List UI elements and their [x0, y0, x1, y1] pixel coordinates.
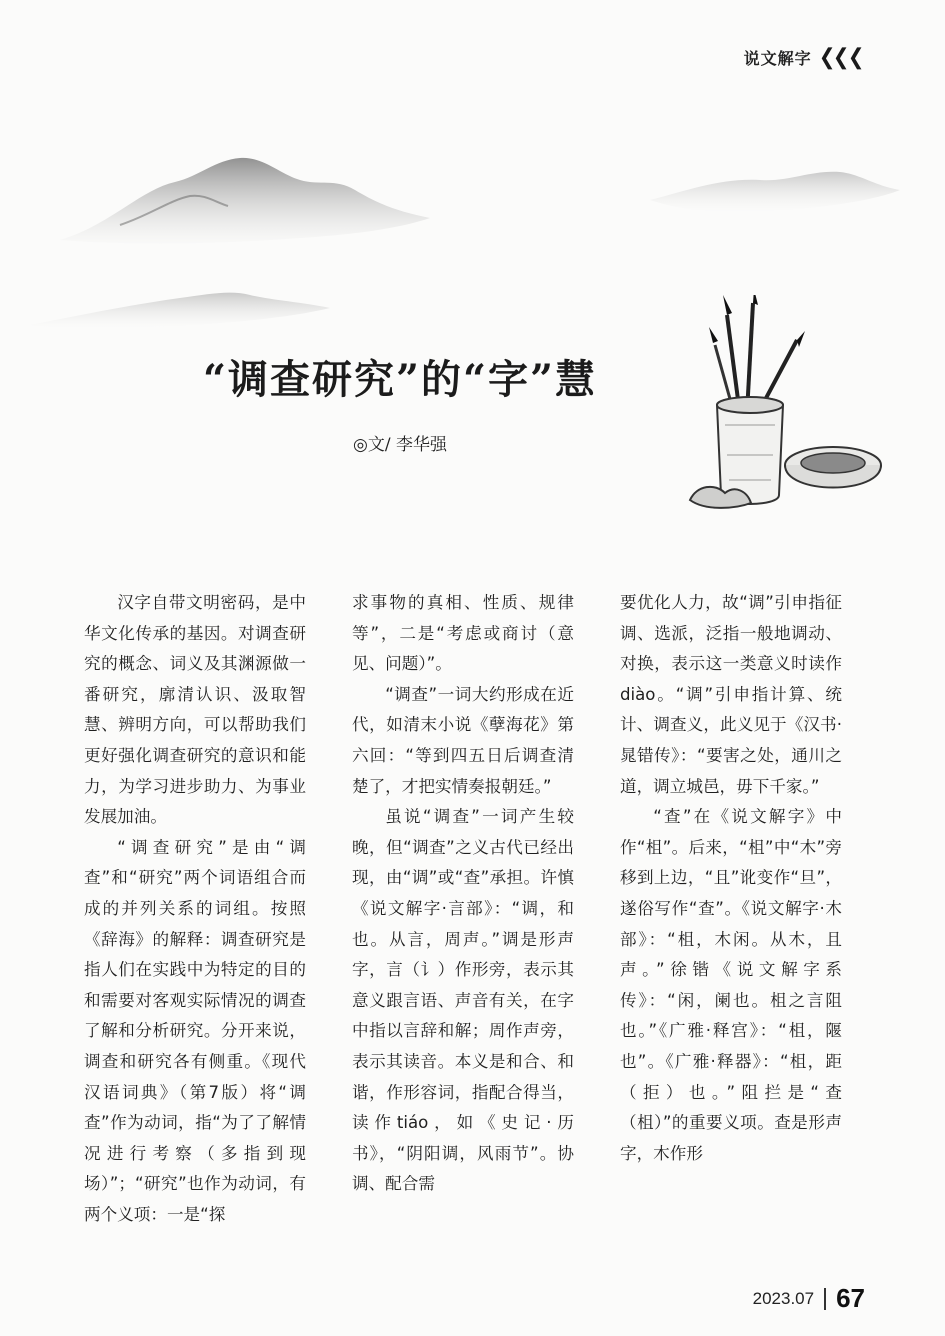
chevron-icon: ❮ ❮ ❮: [818, 44, 865, 70]
paragraph: “调查”一词大约形成在近代，如清末小说《孽海花》第六回：“等到四五日后调查清楚了，才把实情奏报朝廷。”: [352, 684, 574, 796]
section-label: 说文解字: [743, 49, 812, 68]
paragraph: “调查研究”是由“调查”和“研究”两个词语组合而成的并列关系的词组。按照《辞海》的解释：调查研究是指人们在实践中为特定的目的和需要对客观实际情况的调查了解和分析研究。分开来说，调查和研究各有侧重。《现代汉语词典》（第7版）将“调查”作为动词，指“为了了解情况进行考察（多指到现场）”；“研究”也作为动词，有两个义项：一是“探: [84, 837, 306, 1224]
paragraph: 要优化人力，故“调”引申指征调、选派，泛指一般地调动、对换，表示这一类意义时读作diào。“调”引申指计算、统计、调查义，此义见于《汉书·晁错传》：“要害之处，通川之道，调立城邑，毋下千家。”: [620, 593, 842, 796]
brush-pot-inkstone-illustration: [685, 295, 885, 530]
text-column-2: [352, 588, 574, 1200]
page-number: 67: [836, 1283, 865, 1313]
paragraph: 虽说“调查”一词产生较晚，但“调查”之义古代已经出现，由“调”或“查”承担。许慎《说文解字·言部》：“调，和也。从言，周声。”调是形声字，言（讠）作形旁，表示其意义跟言语、声音有关，在字中指以言辞和解；周作声旁，表示其读音。本义是和合、和谐，作形容词，指配合得当，读作tiáo，如《史记·历书》，“阴阳调，风雨节”。协调、配合需: [352, 807, 574, 1194]
paragraph: “查”在《说文解字》中作“柤”。后来，“柤”中“木”旁移到上边，“且”讹变作“旦”，遂俗写作“查”。《说文解字·木部》：“柤，木闲。从木，且声。”徐锴《说文解字系传》：“闲，阑也。柤之言阻也。”《广雅·释宫》：“柤，隁也”。《广雅·释器》：“柤，距（拒）也。”阻拦是“查（柤）”的重要义项。查是形声字，木作形: [620, 807, 842, 1163]
section-header: [744, 46, 865, 69]
article-byline: ◎文/ 李华强: [353, 435, 447, 455]
text-column-1: [84, 588, 306, 1230]
page-footer: [753, 1283, 865, 1314]
paragraph: 求事物的真相、性质、规律等”，二是“考虑或商讨（意见、问题）”。: [352, 593, 574, 674]
issue-date: 2023.07: [752, 1288, 815, 1308]
article-title: “调查研究”的“字”慧: [202, 356, 598, 403]
paragraph: 汉字自带文明密码，是中华文化传承的基因。对调查研究的概念、词义及其渊源做一番研究，廓清认识、汲取智慧、辨明方向，可以帮助我们更好强化调查研究的意识和能力，为学习进步助力、为事业发展加油。: [84, 593, 306, 827]
footer-divider: [824, 1288, 826, 1310]
text-column-3: [620, 588, 842, 1169]
